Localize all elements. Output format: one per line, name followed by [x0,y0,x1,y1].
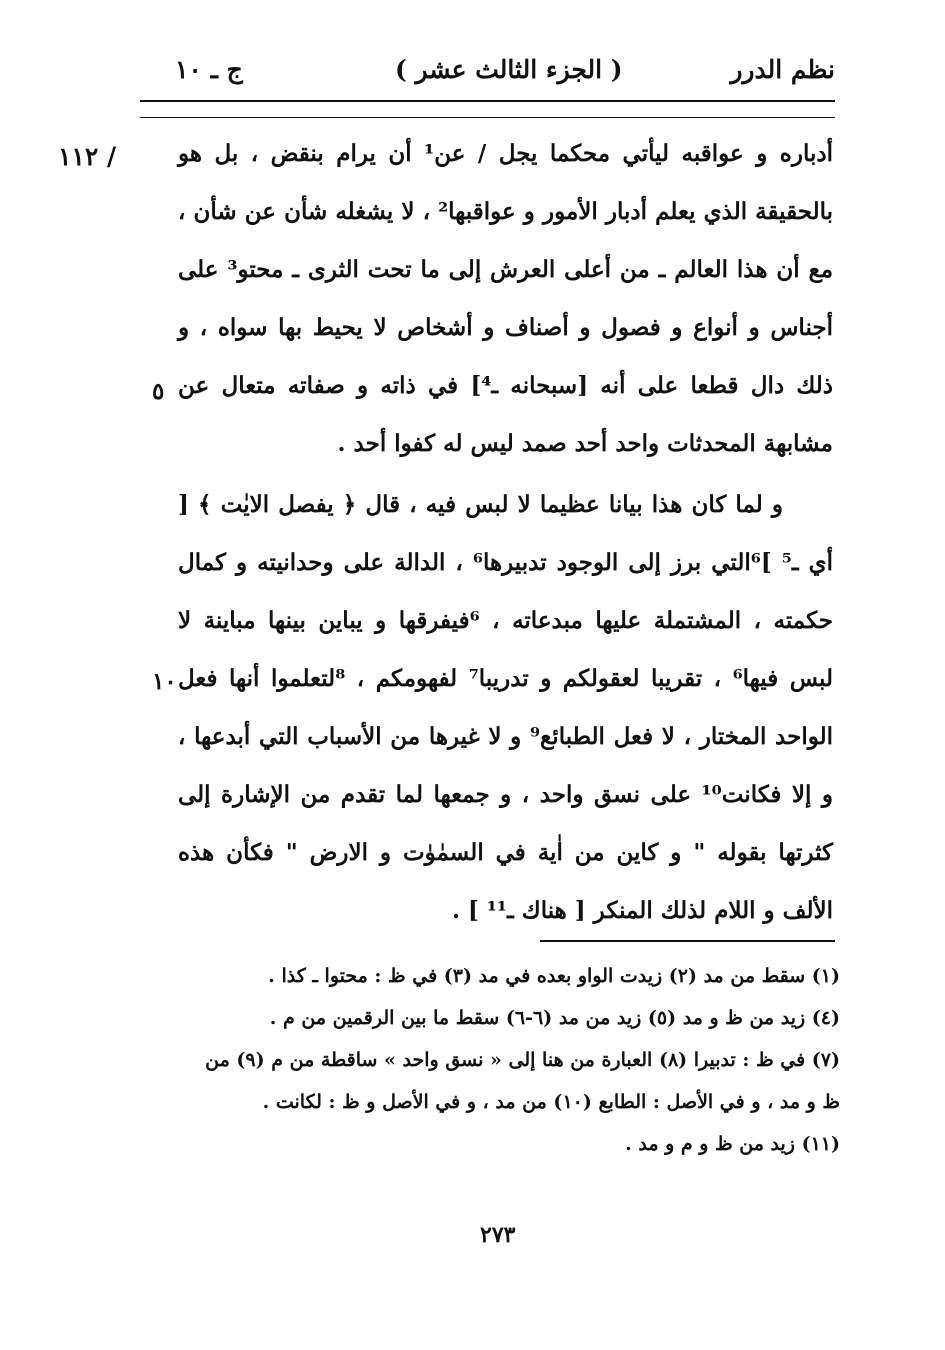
paragraph-1: أدباره و عواقبه ليأتي محكما يجل / عن¹ أن يرام بنقض ، بل هو بالحقيقة الذي يعلم أدبار الأمور و عواقبها² ، لا يشغله شأن عن شأن ، مع أن هذا العالم ـ من أعلى العرش إلى ما تحت الثرى ـ محتو³ على أجناس و أنواع و فصول و أصناف و أشخاص لا يحيط بها سواه ، و ذلك دال قطعا على أنه [سبحانه ـ⁴] في ذاته و صفاته متعال عن مشابهة المحدثات واحد أحد صمد ليس له كفوا أحد . [178,140,834,457]
part-title: ( الجزء الثالث عشر ) [395,55,623,84]
footnote-line: (٧) في ظ : تدبيرا (٨) العبارة من هنا إلى « نسق واحد » ساقطة من م (٩) من [205,1049,840,1071]
paragraph-2-text: و لما كان هذا بيانا عظيما لا لبس فيه ، قال ﴿ يفصل الايٰت ﴾ [ أي ـ⁵ ]⁶التي برز إلى الوجود تدبيرها⁶ ، الدالة على وحدانيته و كمال حكمته ، المشتملة عليها مبدعاته ، ⁶فيفرقها و يباين بينها مباينة لا لبس فيها⁶ ، تقريبا لعقولكم و تدريبا⁷ لفهومكم ، ⁸لتعلموا أنها فعل الواحد المختار ، لا فعل الطبائع⁹ و لا غيرها من الأسباب التي أبدعها ، و إلا فكانت¹⁰ على نسق واحد ، و جمعها لما تقدم من الإشارة إلى كثرتها بقوله " و كاين من اٰية في السمٰوٰت و الارض " فكأن هذه الألف و اللام لذلك المنكر [ هناك ـ¹¹ ] . [178,491,834,924]
footnote-line: (١١) زيد من ظ و م و مد . [625,1133,840,1155]
footnote-line: ظ و مد ، و في الأصل : الطابع (١٠) من مد ، و في الأصل و ظ : لكانت . [262,1091,840,1113]
footnote-rule [540,940,835,942]
book-title: نظم الدرر [730,55,835,84]
line-number-10: ١٠ [152,668,177,695]
header-rule [140,100,835,102]
header-rule-thin [140,117,835,118]
line-number-5: ٥ [152,378,165,405]
page-number: ٢٧٣ [480,1222,516,1248]
footnotes [195,955,840,1165]
footnote-line: (٤) زيد من ظ و مد (٥) زيد من مد (٦-٦) سقط ما بين الرقمين من م . [269,1007,840,1029]
footnote-line: (١) سقط من مد (٢) زيدت الواو بعده في مد (٣) في ظ : محتوا ـ كذا . [268,965,840,987]
running-header [135,55,835,95]
volume-number: ج ـ ١٠ [175,55,243,84]
paragraph-2 [178,476,833,940]
manuscript-folio-reference: / ١١٢ [58,142,117,171]
